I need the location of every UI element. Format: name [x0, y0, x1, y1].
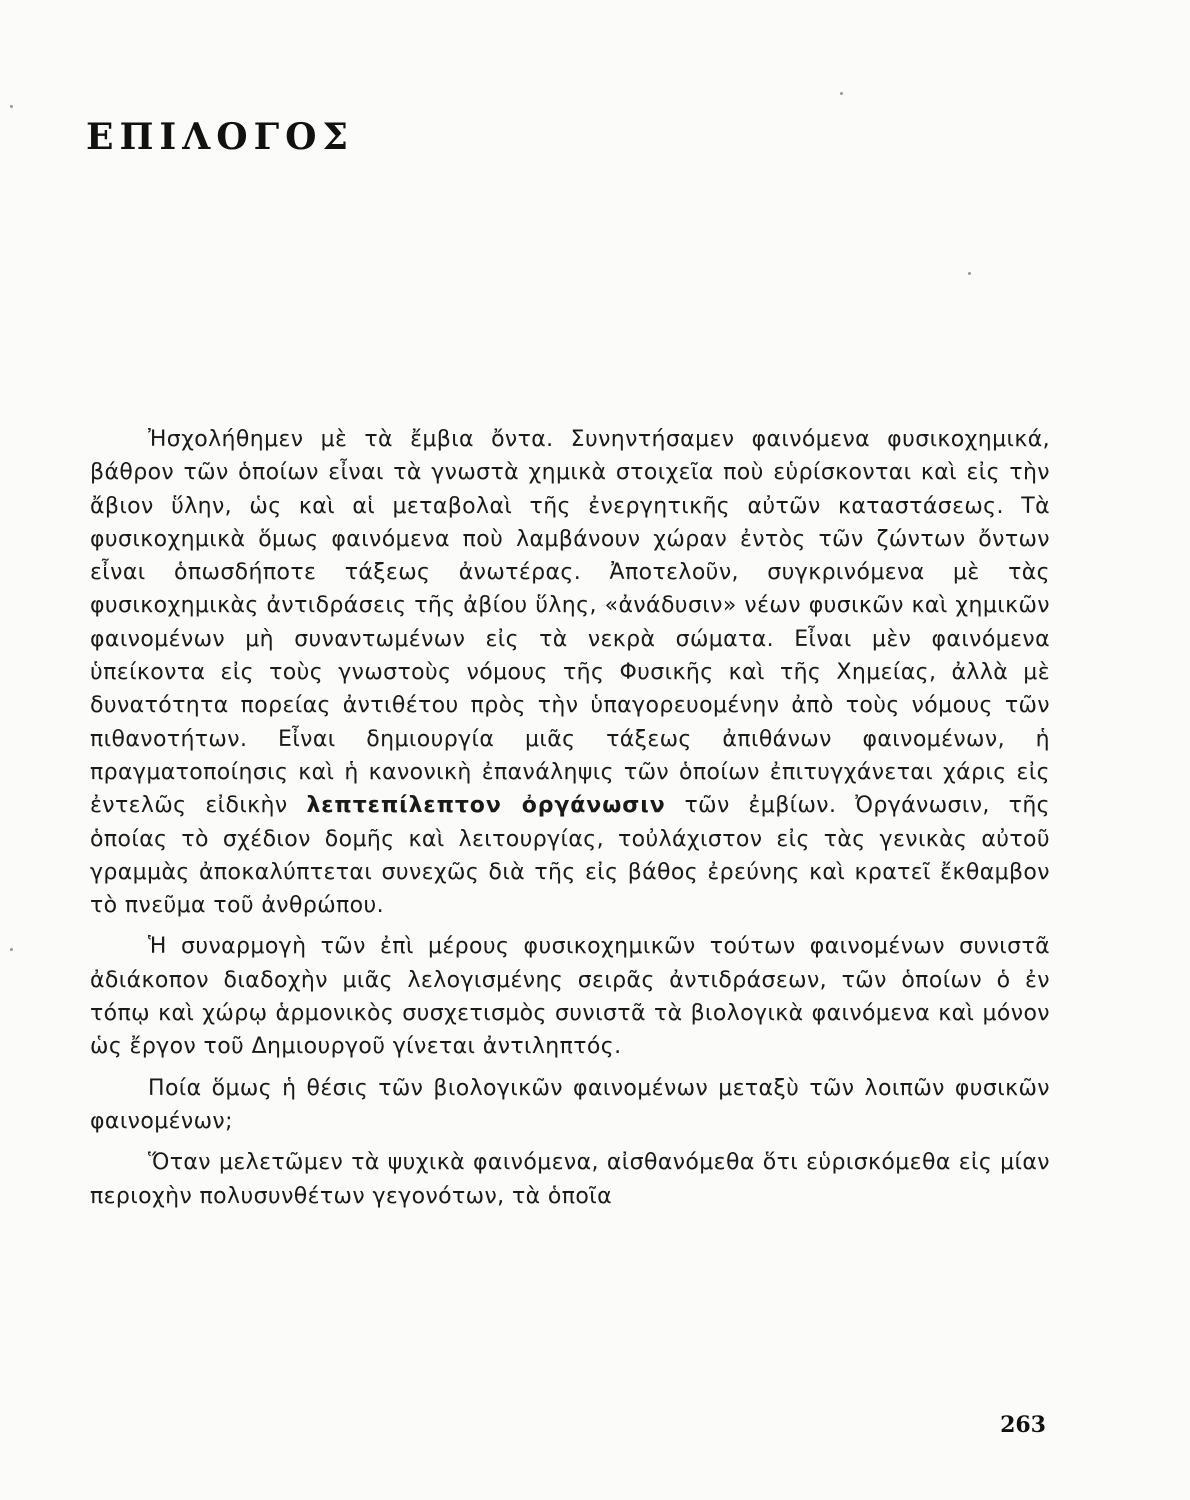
paragraph-1	[90, 423, 1050, 922]
chapter-heading: ΕΠΙΛΟΓΟΣ	[86, 116, 354, 158]
paragraph-1-text-after: τῶν ἐμβίων. Ὀργάνωσιν, τῆς ὁποίας τὸ σχέδιον δομῆς καὶ λειτουργίας, τοὐλάχιστον εἰς τὰς γενικὰς αὐτοῦ γραμμὰς ἀποκαλύπτεται συνεχῶς διὰ τῆς εἰς βάθος ἐρεύνης καὶ κρατεῖ ἔκθαμβον τὸ πνεῦμα τοῦ ἀνθρώπου.	[90, 793, 1050, 919]
paragraph-1-emphasis: λεπτεπίλεπτον ὀργάνωσιν	[306, 793, 666, 819]
paper-speck	[968, 272, 971, 275]
body-text	[90, 423, 1050, 1213]
paragraph-4: Ὅταν μελετῶμεν τὰ ψυχικὰ φαινόμενα, αἰσθανόμεθα ὅτι εὑρισκόμεθα εἰς μίαν περιοχὴν πολυσυνθέτων γεγονότων, τὰ ὁποῖα	[90, 1150, 1050, 1209]
paper-speck	[10, 948, 13, 951]
paragraph-1-text-before: Ἠσχολήθημεν μὲ τὰ ἔμβια ὄντα. Συνηντήσαμεν φαινόμενα φυσικοχημικά, βάθρον τῶν ὁποίων εἶναι τὰ γνωστὰ χημικὰ στοιχεῖα ποὺ εὑρίσκονται καὶ εἰς τὴν ἄβιον ὕλην, ὡς καὶ αἱ μεταβολαὶ τῆς ἐνεργητικῆς αὐτῶν καταστάσεως. Τὰ φυσικοχημικὰ ὅμως φαινόμενα ποὺ λαμβάνουν χώραν ἐντὸς τῶν ζώντων ὄντων εἶναι ὁπωσδήποτε τάξεως ἀνωτέρας. Ἀποτελοῦν, συγκρινόμενα μὲ τὰς φυσικοχημικὰς ἀντιδράσεις τῆς ἀβίου ὕλης, «ἀνάδυσιν» νέων φυσικῶν καὶ χημικῶν φαινομένων μὴ συναντωμένων εἰς τὰ νεκρὰ σώματα. Εἶναι μὲν φαινόμενα ὑπείκοντα εἰς τοὺς γνωστοὺς νόμους τῆς Φυσικῆς καὶ τῆς Χημείας, ἀλλὰ μὲ δυνατότητα πορείας ἀντιθέτου πρὸς τὴν ὑπαγορευομένην ἀπὸ τοὺς νόμους τῶν πιθανοτήτων. Εἶναι δημιουργία μιᾶς τάξεως ἀπιθάνων φαινομένων, ἡ πραγματοποίησις καὶ ἡ κανονικὴ ἐπανάληψις τῶν ὁποίων ἐπιτυγχάνεται χάρις εἰς ἐντελῶς εἰδικὴν	[90, 427, 1050, 819]
paragraph-3: Ποία ὅμως ἡ θέσις τῶν βιολογικῶν φαινομένων μεταξὺ τῶν λοιπῶν φυσικῶν φαινομένων;	[90, 1075, 1050, 1134]
paper-speck	[10, 105, 13, 108]
paragraph-2: Ἡ συναρμογὴ τῶν ἐπὶ μέρους φυσικοχημικῶν τούτων φαινομένων συνιστᾶ ἀδιάκοπον διαδοχὴν μιᾶς λελογισμένης σειρᾶς ἀντιδράσεων, τῶν ὁποίων ὁ ἐν τόπῳ καὶ χώρῳ ἁρμονικὸς συσχετισμὸς συνιστᾶ τὰ βιολογικὰ φαινόμενα καὶ μόνον ὡς ἔργον τοῦ Δημιουργοῦ γίνεται ἀντιληπτός.	[90, 934, 1050, 1060]
paper-speck	[840, 92, 843, 95]
page-number: 263	[1000, 1412, 1046, 1438]
